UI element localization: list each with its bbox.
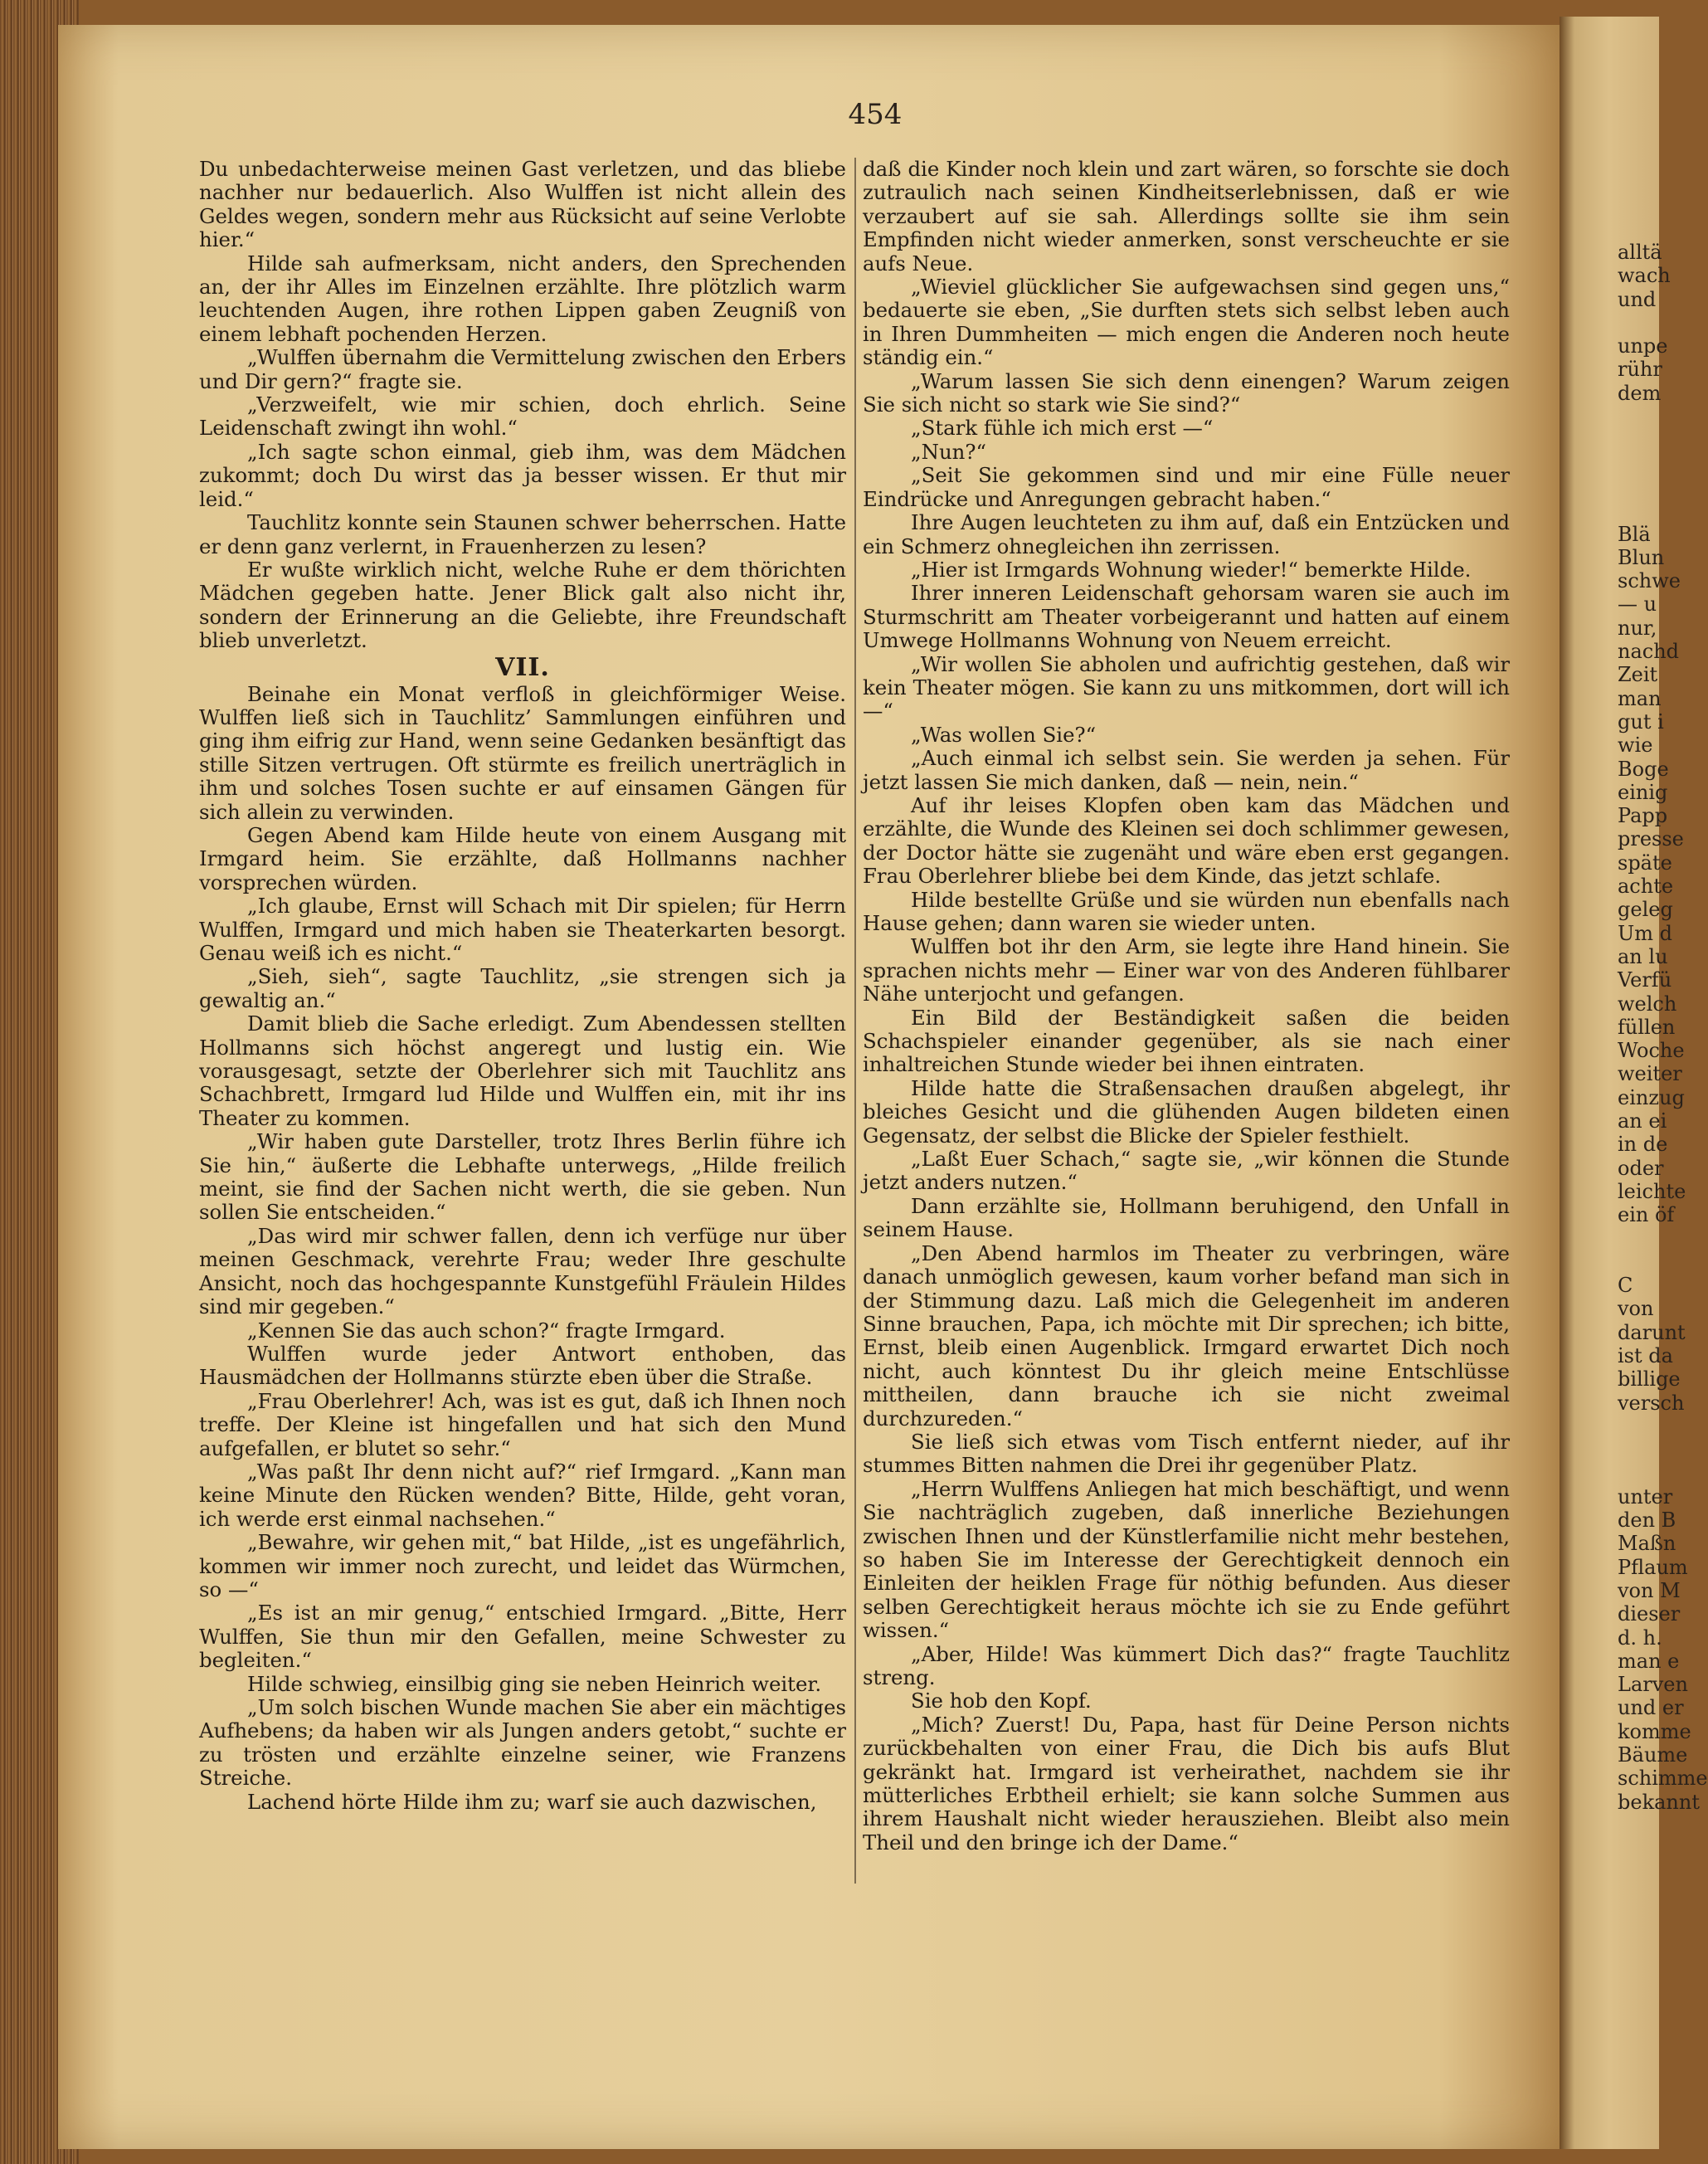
paragraph: „Laßt Euer Schach,“ sagte sie, „wir können die Stunde jetzt anders nutzen.“ xyxy=(863,1147,1510,1195)
margin-fragment: an ei xyxy=(1618,1109,1667,1133)
margin-fragment: versch xyxy=(1618,1391,1685,1415)
paragraph: Tauchlitz konnte sein Staunen schwer beherrschen. Hatte er denn ganz verlernt, in Frauenherzen zu lesen? xyxy=(199,510,846,558)
margin-fragment: in de xyxy=(1618,1133,1668,1157)
paragraph: Ihrer inneren Leidenschaft gehorsam waren sie auch im Sturmschritt am Theater vorbeigerannt und hatten auf einem Umwege Hollmanns Wohnung von Neuem erreicht. xyxy=(863,581,1510,653)
margin-fragment: ein öf xyxy=(1618,1203,1675,1227)
paragraph: „Wir wollen Sie abholen und aufrichtig gestehen, daß wir kein Theater mögen. Sie kann zu uns mitkommen, dort will ich —“ xyxy=(863,651,1510,724)
paragraph: „Den Abend harmlos im Theater zu verbringen, wäre danach unmöglich gewesen, kaum vorher befand man sich in der Stimmung dazu. Laß mich die Gelegenheit im anderen Sinne brauchen, Papa, ich möchte mit Dir sprechen; ich bitte, Ernst, bleib einen Augenblick. Irmgard erwartet Dich noch nicht, auch könntest Du ihr gleich meine Entschlüsse mittheilen, dann brauche ich sie nicht zweimal durchzureden.“ xyxy=(863,1240,1510,1430)
paragraph: Gegen Abend kam Hilde heute von einem Ausgang mit Irmgard heim. Sie erzählte, daß Hollmanns nachher vorsprechen würden. xyxy=(199,822,846,894)
paragraph: „Wir haben gute Darsteller, trotz Ihres Berlin führe ich Sie hin,“ äußerte die Lebhafte unterwegs, „Hilde freilich meint, sie find der Sachen nicht werth, die sie geben. Nun sollen Sie entscheiden.“ xyxy=(199,1129,846,1225)
margin-fragment: presse xyxy=(1618,827,1684,851)
paragraph: Hilde bestellte Grüße und sie würden nun ebenfalls nach Hause gehen; dann waren sie wieder unten. xyxy=(863,887,1510,935)
paragraph: „Ich sagte schon einmal, gieb ihm, was dem Mädchen zukommt; doch Du wirst das ja besser wissen. Er thut mir leid.“ xyxy=(199,439,846,511)
right-column xyxy=(863,158,1510,1855)
margin-fragment: nur, xyxy=(1618,616,1657,640)
paragraph: „Herrn Wulffens Anliegen hat mich beschäftigt, und wenn Sie nachträglich zugeben, daß innerliche Beziehungen zwischen Ihnen und der Künstlerfamilie nicht mehr bestehen, so haben Sie im Interesse der Gerechtigkeit dennoch ein Einleiten der heiklen Frage für nöthig befunden. Aus dieser selben Gerechtigkeit heraus möchte ich sie zu Ende geführt wissen.“ xyxy=(863,1476,1510,1643)
margin-fragment: an lu xyxy=(1618,944,1668,968)
margin-fragment: den B xyxy=(1618,1508,1676,1533)
margin-fragment xyxy=(1618,1250,1659,1274)
margin-fragment: Blun xyxy=(1618,545,1665,569)
paragraph: „Auch einmal ich selbst sein. Sie werden ja sehen. Für jetzt lassen Sie mich danken, daß — nein, nein.“ xyxy=(863,746,1510,794)
paragraph: Lachend hörte Hilde ihm zu; warf sie auch dazwischen, xyxy=(247,1789,817,1814)
margin-fragment: oder xyxy=(1618,1156,1664,1180)
paragraph: Beinahe ein Monat verfloß in gleichförmiger Weise. Wulffen ließ sich in Tauchlitz’ Sammlungen einführen und ging ihm eifrig zur Hand, wenn seine Gedanken besänftigt das stille Sitzen vertrugen. Oft stürmte es freilich unerträglich in ihm und solches Tosen suchte er auf einsamen Gängen für sich allein zu verwinden. xyxy=(199,681,846,824)
paragraph: „Frau Oberlehrer! Ach, was ist es gut, daß ich Ihnen noch treffe. Der Kleine ist hingefallen und hat sich den Mund aufgefallen, er blutet so sehr.“ xyxy=(199,1388,846,1460)
paragraph: „Bewahre, wir gehen mit,“ bat Hilde, „ist es ungefährlich, kommen wir immer noch zurecht, und leidet das Würmchen, so —“ xyxy=(199,1530,846,1601)
margin-fragment: dem xyxy=(1618,381,1662,405)
page-number: 454 xyxy=(848,98,903,131)
paragraph: „Was paßt Ihr denn nicht auf?“ rief Irmgard. „Kann man keine Minute den Rücken wenden? Bitte, Hilde, geht voran, ich werde erst einmal nachsehen.“ xyxy=(199,1459,846,1531)
margin-fragment: Bäume xyxy=(1618,1743,1688,1767)
margin-fragment: komme xyxy=(1618,1719,1691,1743)
margin-fragment: einzug xyxy=(1618,1085,1685,1109)
next-page-margin-text xyxy=(1618,241,1708,1814)
margin-fragment xyxy=(1618,311,1659,334)
margin-fragment: darunt xyxy=(1618,1320,1686,1344)
margin-fragment xyxy=(1618,452,1659,475)
paragraph: Hilde sah aufmerksam, nicht anders, den Sprechenden an, der ihr Alles im Einzelnen erzählte. Ihre plötzlich warm leuchtenden Augen, ihre rothen Lippen gaben Zeugniß von einem lebhaft pochenden Herzen. xyxy=(199,251,846,346)
margin-fragment: Papp xyxy=(1618,804,1668,828)
paragraph: „Hier ist Irmgards Wohnung wieder!“ bemerkte Hilde. xyxy=(911,557,1472,582)
margin-fragment: gut i xyxy=(1618,709,1664,734)
margin-fragment: schimme xyxy=(1618,1767,1708,1791)
margin-fragment: schwe xyxy=(1618,569,1681,593)
margin-fragment: leichte xyxy=(1618,1179,1686,1203)
margin-fragment xyxy=(1618,1461,1659,1484)
margin-fragment: dieser xyxy=(1618,1602,1681,1626)
section-heading: VII. xyxy=(495,652,550,682)
margin-fragment xyxy=(1618,499,1659,522)
paragraph: „Es ist an mir genug,“ entschied Irmgard. „Bitte, Herr Wulffen, Sie thun mir den Gefallen, meine Schwester zu begleiten.“ xyxy=(199,1601,846,1673)
paragraph: Auf ihr leises Klopfen oben kam das Mädchen und erzählte, die Wunde des Kleinen sei doch schlimmer gewesen, der Doctor hätte sie zugenäht und wäre eben erst gegangen. Frau Oberlehrer bliebe bei dem Kinde, das jetzt schlafe. xyxy=(863,792,1510,889)
margin-fragment: Zeit xyxy=(1618,663,1658,687)
left-column-top-paragraphs xyxy=(199,158,846,653)
paragraph: „Stark fühle ich mich erst —“ xyxy=(911,416,1214,441)
paragraph: Sie ließ sich etwas vom Tisch entfernt nieder, auf ihr stummes Bitten nahmen die Drei ihr gegenüber Platz. xyxy=(863,1429,1510,1478)
margin-fragment: Boge xyxy=(1618,757,1669,781)
margin-fragment: Larven xyxy=(1618,1673,1688,1697)
margin-fragment: Blä xyxy=(1618,522,1651,546)
paragraph: daß die Kinder noch klein und zart wären, so forschte sie doch zutraulich nach seinen Kindheitserlebnissen, daß er wie verzaubert auf sie sah. Allerdings sollte sie ihm sein Empfinden nicht wieder anmerken, sonst verscheuchte er sie aufs Neue. xyxy=(863,157,1510,275)
paragraph: „Ich glaube, Ernst will Schach mit Dir spielen; für Herrn Wulffen, Irmgard und mich haben sie Theaterkarten besorgt. Genau weiß ich es nicht.“ xyxy=(199,894,846,965)
paragraph: Ein Bild der Beständigkeit saßen die beiden Schachspieler einander gegenüber, als sie nach einer inhaltreichen Stunde wieder bei ihnen eintraten. xyxy=(863,1005,1510,1077)
margin-fragment: d. h. xyxy=(1618,1625,1662,1650)
paragraph: „Mich? Zuerst! Du, Papa, hast für Deine Person nichts zurückbehalten von einer Frau, die Dich bis aufs Blut gekränkt hat. Irmgard ist verheirathet, nachdem sie ihr mütterliches Erbtheil erhielt; sie kann solche Summen aus ihrem Haushalt nicht wieder herausziehen. Bleibt also mein Theil und den bringe ich der Dame.“ xyxy=(863,1712,1510,1855)
margin-fragment: wie xyxy=(1618,734,1653,758)
paragraph: „Wieviel glücklicher Sie aufgewachsen sind gegen uns,“ bedauerte sie eben, „Sie durften stets sich selbst leben auch in Ihren Dummheiten — mich engen die Anderen noch heute ständig ein.“ xyxy=(863,275,1510,370)
margin-fragment xyxy=(1618,1226,1659,1250)
margin-fragment: Woche xyxy=(1618,1039,1685,1063)
margin-fragment: Verfü xyxy=(1618,968,1672,992)
margin-fragment: geleg xyxy=(1618,898,1673,922)
left-column xyxy=(199,158,846,1814)
margin-fragment: Um d xyxy=(1618,921,1672,945)
paragraph: „Um solch bischen Wunde machen Sie aber ein mächtiges Aufhebens; da haben wir als Jungen anders getobt,“ suchte er zu trösten und erzählte einzelne seiner, wie Franzens Streiche. xyxy=(199,1695,846,1791)
margin-fragment: billige xyxy=(1618,1367,1681,1391)
margin-fragment: weiter xyxy=(1618,1062,1682,1086)
paragraph: Hilde hatte die Straßensachen draußen abgelegt, ihr bleiches Gesicht und die glühenden Augen bildeten einen Gegensatz, der selbst die Blicke der Spieler festhielt. xyxy=(863,1075,1510,1148)
paragraph: „Wulffen übernahm die Vermittelung zwischen den Erbers und Dir gern?“ fragte sie. xyxy=(199,345,846,393)
margin-fragment: und xyxy=(1618,287,1657,311)
paragraph: Hilde schwieg, einsilbig ging sie neben Heinrich weiter. xyxy=(247,1671,822,1696)
left-column-bottom-paragraphs xyxy=(199,683,846,1815)
margin-fragment: achte xyxy=(1618,875,1674,899)
paragraph: „Nun?“ xyxy=(911,439,986,464)
column-divider xyxy=(854,158,856,1884)
paragraph: Wulffen bot ihr den Arm, sie legte ihre Hand hinein. Sie sprachen nichts mehr — Einer war von des Anderen fühlbarer Nähe unterjocht und gefangen. xyxy=(863,934,1510,1006)
margin-fragment: unter xyxy=(1618,1484,1673,1508)
margin-fragment: rühr xyxy=(1618,358,1662,382)
margin-fragment: ist da xyxy=(1618,1343,1673,1367)
margin-fragment: Pflaum xyxy=(1618,1555,1688,1579)
margin-fragment: alltä xyxy=(1618,241,1662,264)
margin-fragment: — u xyxy=(1618,592,1657,617)
margin-fragment: von xyxy=(1618,1297,1654,1321)
paragraph: Dann erzählte sie, Hollmann beruhigend, den Unfall in seinem Hause. xyxy=(863,1193,1510,1242)
margin-fragment: nachd xyxy=(1618,640,1680,664)
margin-fragment: welch xyxy=(1618,992,1677,1016)
margin-fragment xyxy=(1618,475,1659,499)
paragraph: „Aber, Hilde! Was kümmert Dich das?“ fragte Tauchlitz streng. xyxy=(863,1641,1510,1689)
paragraph: „Was wollen Sie?“ xyxy=(911,722,1097,747)
paragraph: Er wußte wirklich nicht, welche Ruhe er dem thörichten Mädchen gegeben hatte. Jener Blick galt also nicht ihr, sondern der Erinnerung an die Geliebte, ihre Freundschaft blieb unverletzt. xyxy=(199,557,846,653)
margin-fragment: und er xyxy=(1618,1696,1684,1720)
paragraph: Damit blieb die Sache erledigt. Zum Abendessen stellten Hollmanns sich höchst angeregt und lustig ein. Wie vorausgesagt, setzte der Oberlehrer sich mit Tauchlitz ans Schachbrett, Irmgard lud Hilde und Wulffen ein, mit ihr ins Theater zu kommen. xyxy=(199,1011,846,1130)
margin-fragment: von M xyxy=(1618,1578,1681,1602)
margin-fragment: unpe xyxy=(1618,334,1668,358)
paragraph: Sie hob den Kopf. xyxy=(911,1689,1092,1713)
margin-fragment: füllen xyxy=(1618,1015,1676,1039)
margin-fragment: bekannt xyxy=(1618,1790,1700,1814)
margin-fragment: späte xyxy=(1618,850,1672,875)
margin-fragment xyxy=(1618,1438,1659,1461)
margin-fragment: einig xyxy=(1618,780,1668,804)
margin-fragment: man e xyxy=(1618,1649,1680,1673)
paragraph: Du unbedachterweise meinen Gast verletzen, und das bliebe nachher nur bedauerlich. Also Wulffen ist nicht allein des Geldes wegen, sondern mehr aus Rücksicht auf seine Verlobte hier.“ xyxy=(199,157,846,252)
margin-fragment xyxy=(1618,1415,1659,1438)
paragraph: Ihre Augen leuchteten zu ihm auf, daß ein Entzücken und ein Schmerz ohnegleichen ihn zerrissen. xyxy=(863,510,1510,558)
paragraph: „Seit Sie gekommen sind und mir eine Fülle neuer Eindrücke und Anregungen gebracht haben.“ xyxy=(863,463,1510,511)
paragraph: Wulffen wurde jeder Antwort enthoben, das Hausmädchen der Hollmanns stürzte eben über die Straße. xyxy=(199,1341,846,1390)
paragraph: „Das wird mir schwer fallen, denn ich verfüge nur über meinen Geschmack, verehrte Frau; weder Ihre geschulte Ansicht, noch das hochgespannte Kunstgefühl Fräulein Hildes sind mir gegeben.“ xyxy=(199,1223,846,1319)
margin-fragment xyxy=(1618,428,1659,451)
margin-fragment: C xyxy=(1618,1274,1633,1298)
margin-fragment xyxy=(1618,405,1659,428)
paragraph: „Verzweifelt, wie mir schien, doch ehrlich. Seine Leidenschaft zwingt ihn wohl.“ xyxy=(199,392,846,441)
paragraph: „Warum lassen Sie sich denn einengen? Warum zeigen Sie sich nicht so stark wie Sie sind?“ xyxy=(863,368,1510,417)
paragraph: „Kennen Sie das auch schon?“ fragte Irmgard. xyxy=(247,1318,726,1343)
paragraph: „Sieh, sieh“, sagte Tauchlitz, „sie strengen sich ja gewaltig an.“ xyxy=(199,964,846,1012)
margin-fragment: man xyxy=(1618,686,1662,710)
margin-fragment: wach xyxy=(1618,264,1671,288)
margin-fragment: Maßn xyxy=(1618,1532,1676,1556)
